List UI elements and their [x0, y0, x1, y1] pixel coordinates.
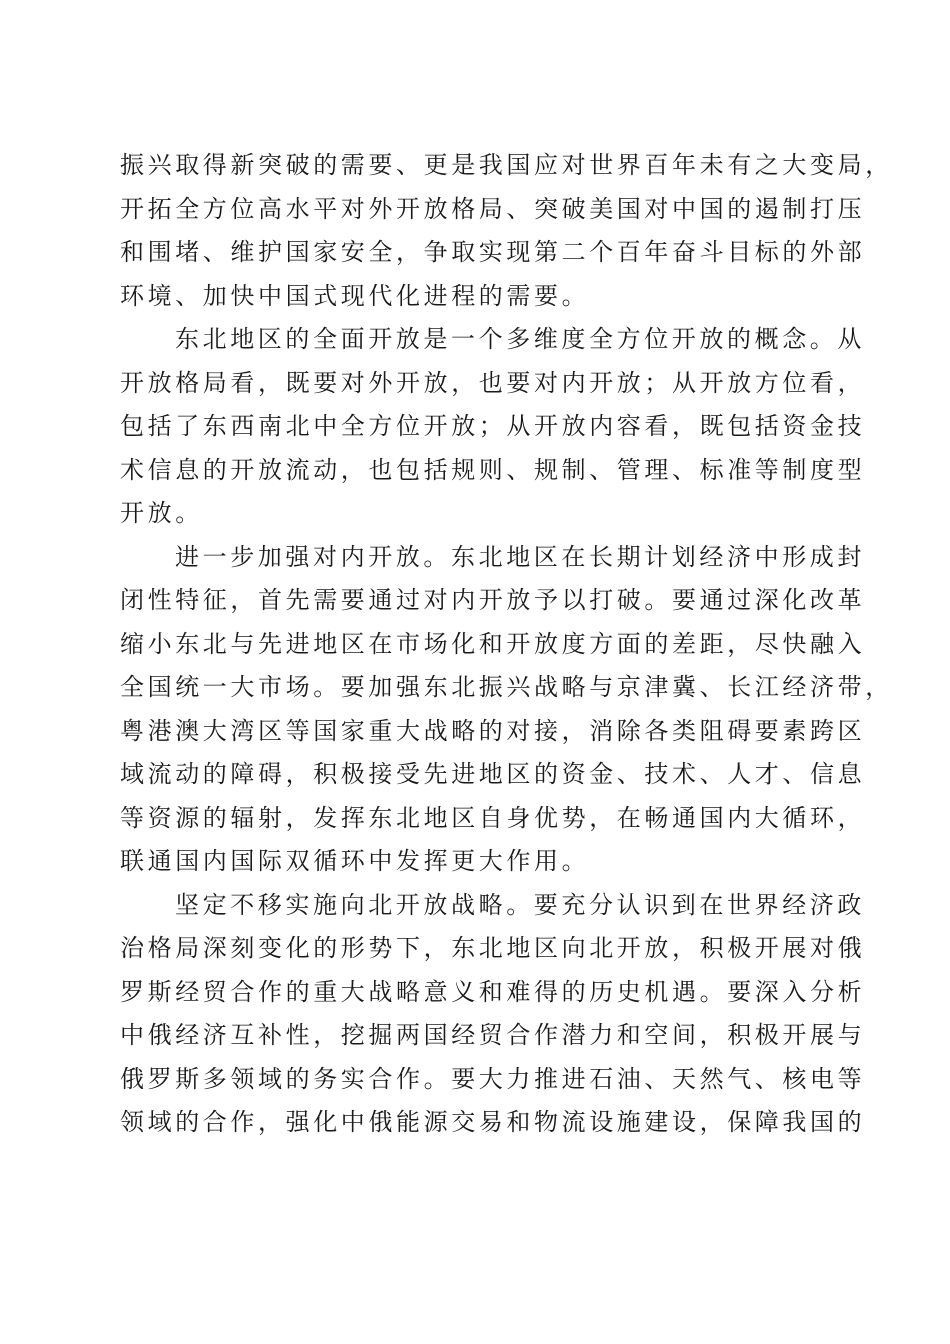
text-line: 等资源的辐射，发挥东北地区自身优势，在畅通国内大循环，: [120, 803, 866, 832]
text-line: 俄罗斯多领域的务实合作。要大力推进石油、天然气、核电等: [120, 1064, 866, 1093]
text-line: 开拓全方位高水平对外开放格局、突破美国对中国的遏制打压: [120, 194, 866, 223]
text-line: 粤港澳大湾区等国家重大战略的对接，消除各类阻碍要素跨区: [120, 716, 866, 745]
text-line: 东北地区的全面开放是一个多维度全方位开放的概念。从: [175, 325, 865, 353]
text-line: 全国统一大市场。要加强东北振兴战略与京津冀、长江经济带，: [120, 673, 893, 701]
text-line: 缩小东北与先进地区在市场化和开放度方面的差距，尽快融入: [120, 629, 866, 658]
paragraph-1: [120, 144, 893, 318]
text-line: 中俄经济互补性，挖掘两国经贸合作潜力和空间，积极开展与: [120, 1021, 866, 1049]
text-line: 进一步加强对内开放。东北地区在长期计划经济中形成封: [175, 542, 865, 571]
paragraph-2: [120, 318, 866, 536]
text-line: 包括了东西南北中全方位开放；从开放内容看，既包括资金技: [120, 412, 866, 440]
text-line: 开放格局看，既要对外开放，也要对内开放；从开放方位看，: [120, 368, 866, 397]
text-line: 闭性特征，首先需要通过对内开放予以打破。要通过深化改革: [120, 586, 866, 614]
text-line: 术信息的开放流动，也包括规则、规制、管理、标准等制度型: [120, 455, 866, 484]
text-line: 联通国内国际双循环中发挥更大作用。: [120, 847, 590, 875]
document-body: [120, 144, 893, 1145]
text-line: 和围堵、维护国家安全，争取实现第二个百年奋斗目标的外部: [120, 238, 866, 266]
text-line: 罗斯经贸合作的重大战略意义和难得的历史机遇。要深入分析: [120, 977, 866, 1006]
paragraph-4: [120, 884, 866, 1145]
text-line: 治格局深刻变化的形势下，东北地区向北开放，积极开展对俄: [120, 934, 866, 962]
text-line: 域流动的障碍，积极接受先进地区的资金、技术、人才、信息: [120, 760, 866, 788]
text-line: 环境、加快中国式现代化进程的需要。: [120, 281, 590, 310]
text-line: 领域的合作，强化中俄能源交易和物流设施建设，保障我国的: [120, 1108, 866, 1136]
text-line: 开放。: [120, 499, 203, 527]
text-line: 振兴取得新突破的需要、更是我国应对世界百年未有之大变局，: [120, 151, 893, 179]
text-line: 坚定不移实施向北开放战略。要充分认识到在世界经济政: [175, 890, 865, 919]
paragraph-3: [120, 536, 893, 884]
